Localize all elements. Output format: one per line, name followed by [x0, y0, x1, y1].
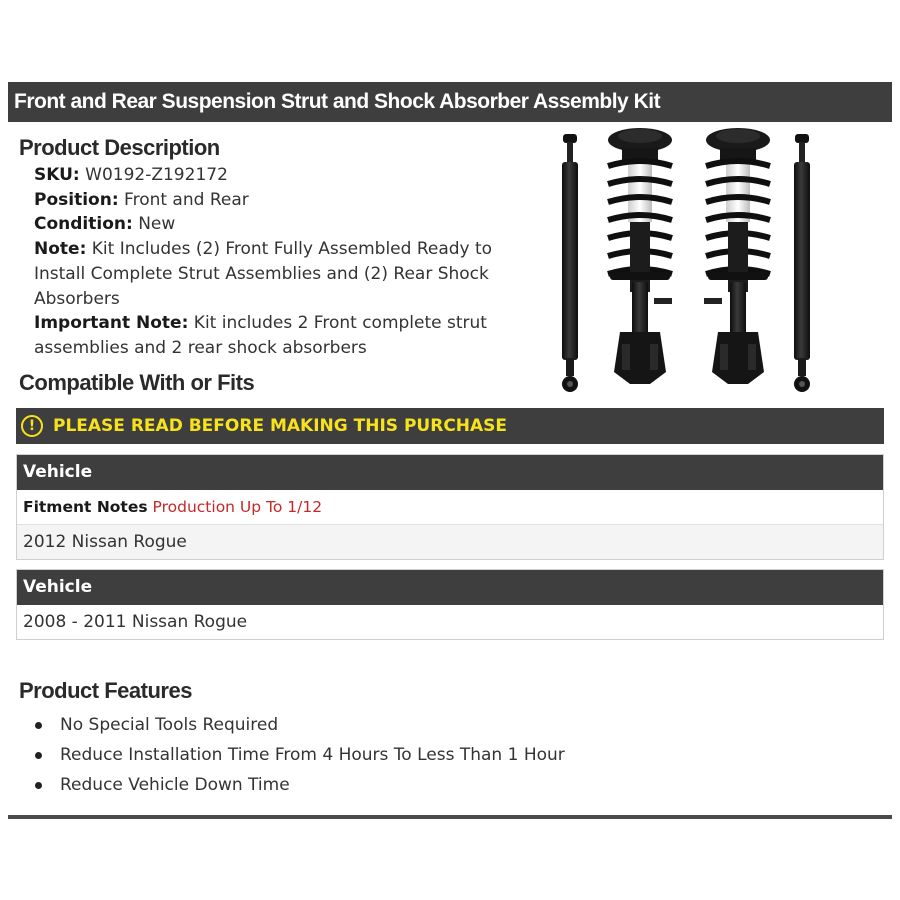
vehicle-header: Vehicle	[17, 455, 883, 490]
product-description-heading: Product Description	[19, 135, 220, 160]
important-note-label: Important Note:	[34, 313, 189, 334]
bullet-dot-icon	[35, 782, 42, 789]
bullet-dot-icon	[35, 722, 42, 729]
bottom-divider	[8, 815, 892, 819]
exclamation-circle-icon: !	[21, 415, 43, 437]
front-strut-left	[608, 128, 672, 384]
condition-row	[34, 212, 544, 237]
feature-text: No Special Tools Required	[60, 715, 279, 735]
sku-row	[34, 163, 544, 188]
position-value: Front and Rear	[124, 189, 249, 210]
sku-label: SKU:	[34, 165, 80, 185]
fitment-notes-value: Production Up To 1/12	[152, 498, 323, 516]
important-note-value: Kit includes 2 Front complete strut assemblies and 2 rear shock absorbers	[34, 313, 487, 358]
purchase-warning-banner	[16, 408, 884, 444]
product-image-strut-shock-kit	[550, 122, 830, 402]
list-item	[32, 770, 565, 800]
compatible-heading: Compatible With or Fits	[19, 370, 255, 395]
condition-value: New	[138, 214, 176, 235]
note-row	[34, 237, 544, 311]
vehicle-header: Vehicle	[17, 570, 883, 605]
vehicle-table-1	[16, 454, 884, 560]
fitment-notes-label: Fitment Notes	[23, 498, 148, 516]
page-title: Front and Rear Suspension Strut and Shock Absorber Assembly Kit	[8, 82, 892, 122]
feature-text: Reduce Vehicle Down Time	[60, 775, 290, 795]
note-label: Note:	[34, 239, 87, 260]
important-note-row	[34, 311, 544, 360]
purchase-warning-text: PLEASE READ BEFORE MAKING THIS PURCHASE	[53, 416, 508, 436]
sku-value: W0192-Z192172	[85, 165, 228, 185]
condition-label: Condition:	[34, 214, 133, 235]
rear-shock-right	[794, 134, 810, 392]
note-value: Kit Includes (2) Front Fully Assembled Ready to Install Complete Strut Assemblies and (2) Rear Shock Absorbers	[34, 239, 493, 309]
product-features-list	[32, 710, 565, 800]
vehicle-table-2	[16, 569, 884, 640]
vehicle-row: 2008 - 2011 Nissan Rogue	[17, 605, 883, 639]
position-label: Position:	[34, 189, 119, 210]
front-strut-right	[704, 128, 770, 384]
list-item	[32, 710, 565, 740]
product-description	[34, 163, 544, 361]
feature-text: Reduce Installation Time From 4 Hours To Less Than 1 Hour	[60, 745, 565, 765]
bullet-dot-icon	[35, 752, 42, 759]
fitment-notes	[17, 490, 883, 525]
product-features-heading: Product Features	[19, 678, 192, 703]
rear-shock-left	[562, 134, 578, 392]
position-row	[34, 188, 544, 213]
vehicle-row: 2012 Nissan Rogue	[17, 525, 883, 559]
list-item	[32, 740, 565, 770]
